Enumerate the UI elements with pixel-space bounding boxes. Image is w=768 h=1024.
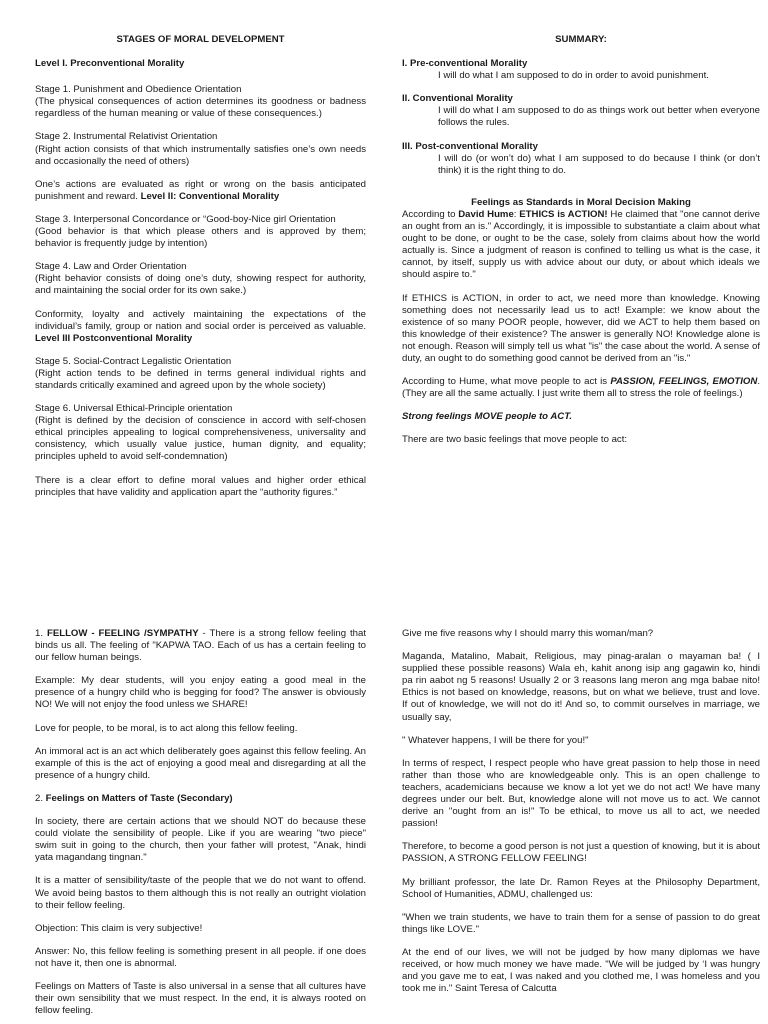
evaluated-paragraph (35, 179, 366, 203)
maganda-paragraph: Maganda, Matalino, Mabait, Religious, may pinag-aralan o mayaman ba! ( I supplied these possible reasons) Wala eh, kahit anong isip ang gagawin ko, hindi pa rin aabot ng 5 reasons! Usually 2 or 3 reasons lang meron ang mga babae nito! Ethics is not based on knowledge, reasons, but on what we believe, trust and love. If out of knowledge, we will not do it! And so, to commit ourselves in marriage, we usually say, (402, 651, 760, 723)
stage-2 (35, 131, 366, 167)
society-paragraph: In society, there are certain actions that we should NOT do because these could violate the sensibility of people. Like if you are wearing "two piece" swim suit in going to the church, then your father will protest, "Anak, hindi yata magandang tingnan." (35, 816, 366, 864)
summary-2-heading: II. Conventional Morality (402, 93, 513, 105)
stage-4-desc: (Right behavior consists of doing one’s duty, showing respect for authority, and maintaining the social order for its own sake.) (35, 273, 366, 297)
two-feelings: There are two basic feelings that move people to act: (402, 434, 628, 446)
effort-paragraph: There is a clear effort to define moral values and higher order ethical principles that have validity and application apart the “authority figures.” (35, 474, 366, 498)
stage-3-desc: (Good behavior is that which please others and is approved by them; behavior is frequently judge by intention) (35, 226, 366, 250)
hume-text-e: He claimed that "one cannot derive an ought from an is." Accordingly, it is impossible to substantiate a claim about what ought to be done, or ought to be the case, solely from claims about how the world actually is. Since a judgment of reason is confined to telling us what is the case, it cannot, by itself, supply us with advice about our duty, or about which ideals we should aspire to." (402, 208, 760, 281)
fellow-feeling-column (35, 628, 366, 1024)
strong-feelings (402, 411, 760, 423)
hume-name: David Hume (458, 208, 514, 220)
passion-paragraph (402, 376, 760, 400)
stage-3-title: Stage 3. Interpersonal Concordance or “Good-boy-Nice girl Orientation (35, 213, 336, 225)
stage-6-title: Stage 6. Universal Ethical-Principle orientation (35, 403, 233, 415)
fellow-feeling-paragraph (35, 628, 366, 664)
strong-feelings-text: Strong feelings MOVE people to ACT. (402, 411, 573, 423)
taste-heading: Feelings on Matters of Taste (Secondary) (45, 792, 233, 804)
summary-conventional (402, 93, 760, 129)
stage-5 (35, 356, 366, 392)
summary-post-conventional (402, 141, 760, 177)
summary-3-heading: III. Post-conventional Morality (402, 140, 538, 152)
stage-2-title: Stage 2. Instrumental Relativist Orientation (35, 131, 218, 143)
whatever-paragraph: " Whatever happens, I will be there for you!" (402, 734, 589, 746)
stages-column (35, 34, 366, 510)
summary-column (402, 34, 760, 457)
objection-paragraph: Objection: This claim is very subjective! (35, 922, 203, 934)
summary-1-text: I will do what I am supposed to do in order to avoid punishment. (438, 70, 709, 82)
stage-5-title: Stage 5. Social-Contract Legalistic Orientation (35, 355, 232, 367)
stages-title: STAGES OF MORAL DEVELOPMENT (116, 34, 285, 45)
conformity-paragraph (35, 309, 366, 345)
example-paragraph: Example: My dear students, will you enjoy eating a good meal in the presence of a hungry child who is begging for food? The answer is obviously NO! We will not enjoy the food unless we SHARE! (35, 675, 366, 711)
respect-paragraph: In terms of respect, I respect people who have great passion to help those in need rather than those who are knowledgeable only. This is an open challenge to teachers, academicians because we know a lot yet we do not act! We have many degrees under our belt. But, knowledge alone will not move us to act. We cannot derive an "ought from an is!" To be ethical, to move us all to act, we needed passion! (402, 757, 760, 830)
passion-text-c: . (They are all the same actually. I just write them all to stress the role of feelings.) (402, 376, 760, 400)
summary-1-heading: I. Pre-conventional Morality (402, 58, 528, 70)
summary-pre-conventional (402, 58, 760, 82)
summary-title: SUMMARY: (555, 34, 607, 45)
action-paragraph: If ETHICS is ACTION, in order to act, we need more than knowledge. Knowing something does not necessarily lead us to act! Example: we know about the existence of so many POOR people, however, did we ACT to help them based on this knowledge of their existence? The answer is generally NO! Knowledge alone is not enough. Reason will simply tell us what "is" the case about the world. A sense of duty, an ought to do something good cannot be derived from an "is." (402, 292, 760, 364)
answer-paragraph: Answer: No, this fellow feeling is something present in all people. if one does not have it, then one is abnormal. (35, 945, 366, 969)
stage-4-title: Stage 4. Law and Order Orientation (35, 261, 187, 273)
level-1-heading: Level I. Preconventional Morality (35, 58, 185, 70)
summary-2-text: I will do what I am supposed to do as things work out better when everyone follows the rules. (438, 105, 760, 129)
summary-3-text: I will do (or won’t do) what I am supposed to do because I think (or don’t think) it is the right thing to do. (438, 152, 760, 176)
feelings-title: Feelings as Standards in Moral Decision Making (471, 196, 691, 208)
stage-5-desc: (Right action tends to be defined in terms general individual rights and standards critically examined and agreed upon by the whole society) (35, 367, 366, 391)
universal-paragraph: Feelings on Matters of Taste is also universal in a sense that all cultures have their own sensibility that we must respect. In the end, it is always rooted on fellow feeling. (35, 980, 366, 1017)
immoral-paragraph: An immoral act is an act which deliberately goes against this fellow feeling. An example of this is the act of enjoying a good meal and disregarding at all the presence of a hungry child. (35, 745, 366, 781)
passion-text-a: According to Hume, what move people to act is (402, 376, 611, 388)
matter-paragraph: It is a matter of sensibility/taste of the people that we do not want to offend. We avoid being bastos to them although this is not really an outright violation to their fellow feeling. (35, 875, 366, 911)
stage-1-title: Stage 1. Punishment and Obedience Orientation (35, 84, 242, 96)
stage-4 (35, 261, 366, 297)
train-paragraph: "When we train students, we have to train them for a sense of passion to do great things like LOVE." (402, 911, 760, 935)
stage-2-desc: (Right action consists of that which instrumentally satisfies one’s own needs and occasionally the need of others) (35, 143, 366, 167)
hume-paragraph (402, 209, 760, 282)
conformity-text: Conformity, loyalty and actively maintaining the expectations of the individual’s family, group or nation and social order is perceived as valuable. (35, 308, 366, 332)
stage-1-desc: (The physical consequences of action determines its goodness or badness regardless of the human meaning or value of these consequences.) (35, 96, 366, 120)
fellow-feeling-heading: FELLOW - FEELING /SYMPATHY (46, 628, 199, 639)
passion-emphasis: PASSION, FEELINGS, EMOTION (610, 376, 758, 388)
stage-6-desc: (Right is defined by the decision of conscience in accord with self-chosen ethical principles appealing to logical comprehensiveness, universality and consistency, which usually value justice, human dignity, and equality; principles upheld to avoid self-condemnation) (35, 415, 366, 463)
hume-text-a: According to (402, 208, 459, 220)
evaluated-text: One’s actions are evaluated as right or wrong on the basis anticipated punishment and reward. (35, 178, 366, 202)
love-paragraph: Love for people, to be moral, is to act along this fellow feeling. (35, 722, 298, 734)
hume-colon: : (513, 208, 520, 220)
fellow-feeling-text: - There is a strong fellow feeling that binds us all. The feeling of "KAPWA TAO. Each of us has a certain feeling to our fellow human beings. (35, 628, 366, 664)
ethics-is-action: ETHICS is ACTION! (519, 208, 608, 220)
stage-6 (35, 403, 366, 463)
stage-3 (35, 214, 366, 250)
taste-heading-paragraph (35, 793, 366, 805)
taste-number: 2. (35, 792, 46, 804)
reasons-question: Give me five reasons why I should marry this woman/man? (402, 628, 654, 639)
stage-1 (35, 84, 366, 120)
therefore-paragraph: Therefore, to become a good person is not just a question of knowing, but it is about PASSION, A STRONG FELLOW FEELING! (402, 841, 760, 865)
level-3-heading: Level III Postconventional Morality (35, 332, 193, 344)
professor-paragraph: My brilliant professor, the late Dr. Ramon Reyes at the Philosophy Department, School of Humanities, ADMU, challenged us: (402, 876, 760, 900)
reasons-column (402, 628, 760, 1024)
level-2-heading: Level II: Conventional Morality (140, 190, 280, 202)
end-paragraph: At the end of our lives, we will not be judged by how many diplomas we have received, or how much money we have made. "We will be judged by ‘I was hungry and you gave me to eat, I was naked and you clothed me, I was homeless and you took me in." Saint Teresa of Calcutta (402, 946, 760, 995)
fellow-feeling-number: 1. (35, 628, 47, 639)
